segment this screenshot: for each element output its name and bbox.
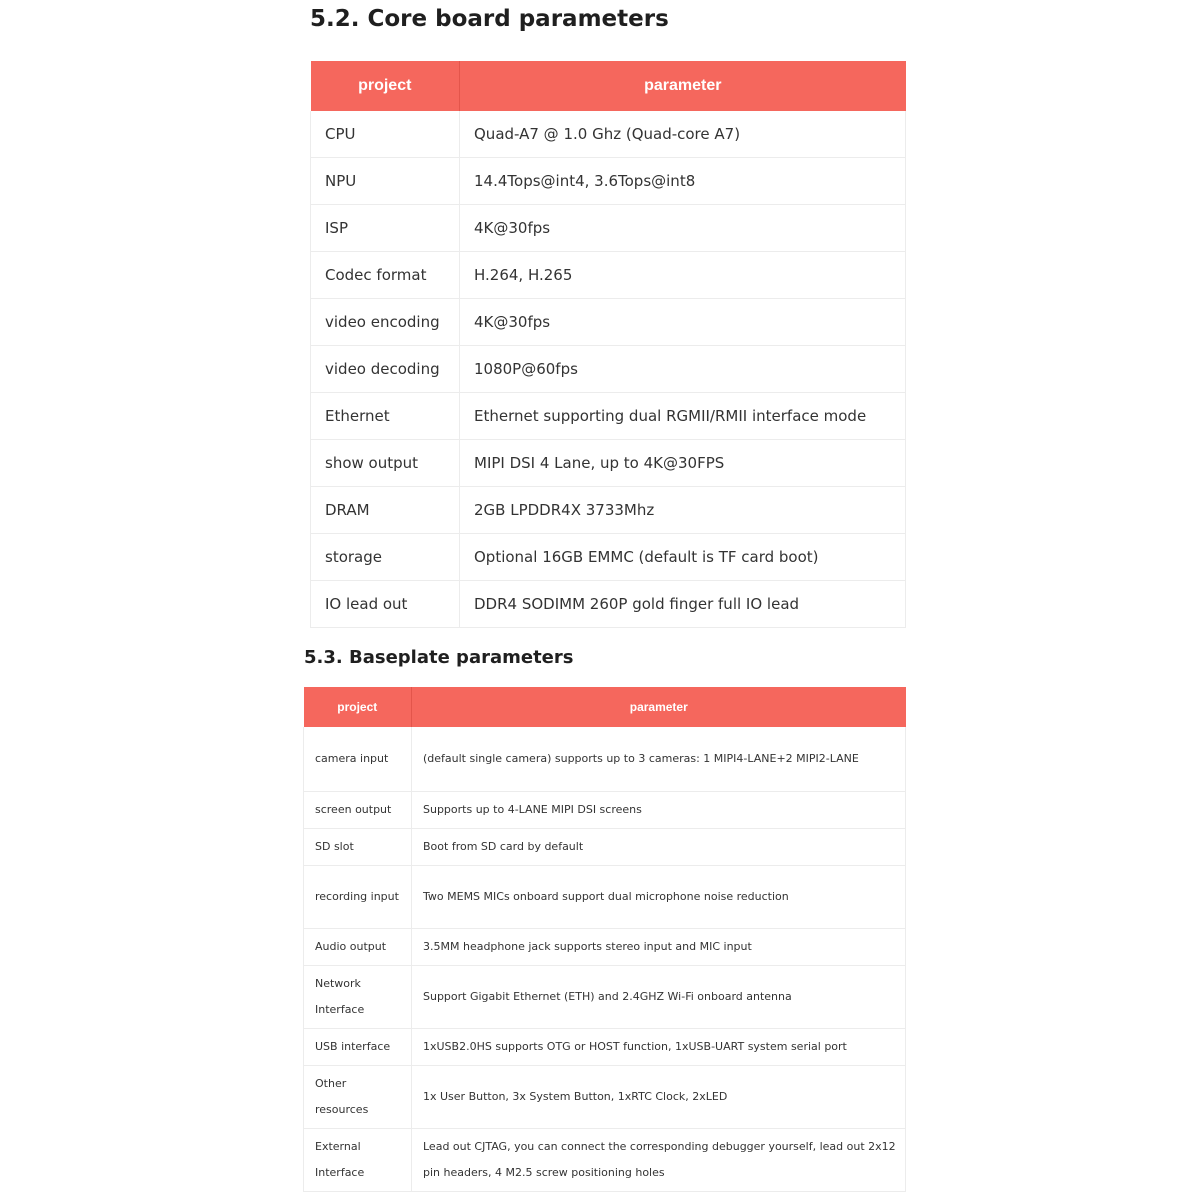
table-row — [311, 346, 906, 393]
parameter-column-header: parameter — [412, 687, 906, 727]
table-row — [311, 205, 906, 252]
parameter-cell: 4K@30fps — [460, 205, 906, 252]
parameter-cell: DDR4 SODIMM 260P gold finger full IO lead — [460, 581, 906, 628]
project-cell: USB interface — [304, 1028, 412, 1065]
table-row — [311, 534, 906, 581]
table-row — [311, 487, 906, 534]
project-cell: Network Interface — [304, 965, 412, 1028]
table-row — [311, 252, 906, 299]
table-row — [304, 865, 906, 928]
project-cell: Ethernet — [311, 393, 460, 440]
baseplate-section-title: 5.3. Baseplate parameters — [304, 647, 574, 668]
parameter-cell: 4K@30fps — [460, 299, 906, 346]
table-row — [304, 928, 906, 965]
parameter-cell: Boot from SD card by default — [412, 828, 906, 865]
table-row — [304, 1028, 906, 1065]
table-row — [304, 727, 906, 791]
project-cell: SD slot — [304, 828, 412, 865]
project-cell: show output — [311, 440, 460, 487]
table-row — [304, 965, 906, 1028]
table-row — [311, 299, 906, 346]
table-row — [311, 393, 906, 440]
table-row — [304, 791, 906, 828]
core-board-section-title: 5.2. Core board parameters — [310, 6, 669, 32]
project-cell: IO lead out — [311, 581, 460, 628]
parameter-cell: 14.4Tops@int4, 3.6Tops@int8 — [460, 158, 906, 205]
table-row — [304, 828, 906, 865]
project-cell: Other resources — [304, 1065, 412, 1128]
parameter-cell: (default single camera) supports up to 3 cameras: 1 MIPI4-LANE+2 MIPI2-LANE — [412, 727, 906, 791]
project-column-header: project — [304, 687, 412, 727]
table-row — [311, 158, 906, 205]
parameter-cell: Support Gigabit Ethernet (ETH) and 2.4GHZ Wi-Fi onboard antenna — [412, 965, 906, 1028]
project-cell: video encoding — [311, 299, 460, 346]
table-row — [311, 440, 906, 487]
baseplate-parameters-table — [303, 687, 906, 1192]
project-cell: storage — [311, 534, 460, 581]
project-cell: video decoding — [311, 346, 460, 393]
table-header-row — [304, 687, 906, 727]
parameter-cell: Two MEMS MICs onboard support dual microphone noise reduction — [412, 865, 906, 928]
parameter-column-header: parameter — [460, 61, 906, 111]
project-cell: recording input — [304, 865, 412, 928]
parameter-cell: H.264, H.265 — [460, 252, 906, 299]
parameter-cell: 1x User Button, 3x System Button, 1xRTC Clock, 2xLED — [412, 1065, 906, 1128]
project-cell: DRAM — [311, 487, 460, 534]
core-board-parameters-table — [310, 61, 906, 628]
project-cell: CPU — [311, 111, 460, 158]
table-row — [304, 1065, 906, 1128]
parameter-cell: MIPI DSI 4 Lane, up to 4K@30FPS — [460, 440, 906, 487]
parameter-cell: Lead out CJTAG, you can connect the corresponding debugger yourself, lead out 2x12 pin headers, 4 M2.5 screw positioning holes — [412, 1128, 906, 1191]
parameter-cell: Supports up to 4-LANE MIPI DSI screens — [412, 791, 906, 828]
parameter-cell: 2GB LPDDR4X 3733Mhz — [460, 487, 906, 534]
project-column-header: project — [311, 61, 460, 111]
parameter-cell: Optional 16GB EMMC (default is TF card boot) — [460, 534, 906, 581]
project-cell: ISP — [311, 205, 460, 252]
parameter-cell: 1080P@60fps — [460, 346, 906, 393]
parameter-cell: 1xUSB2.0HS supports OTG or HOST function, 1xUSB-UART system serial port — [412, 1028, 906, 1065]
project-cell: NPU — [311, 158, 460, 205]
project-cell: screen output — [304, 791, 412, 828]
project-cell: camera input — [304, 727, 412, 791]
table-row — [304, 1128, 906, 1191]
project-cell: Audio output — [304, 928, 412, 965]
parameter-cell: Ethernet supporting dual RGMII/RMII interface mode — [460, 393, 906, 440]
parameter-cell: Quad-A7 @ 1.0 Ghz (Quad-core A7) — [460, 111, 906, 158]
project-cell: External Interface — [304, 1128, 412, 1191]
table-row — [311, 111, 906, 158]
table-header-row — [311, 61, 906, 111]
table-row — [311, 581, 906, 628]
project-cell: Codec format — [311, 252, 460, 299]
parameter-cell: 3.5MM headphone jack supports stereo input and MIC input — [412, 928, 906, 965]
